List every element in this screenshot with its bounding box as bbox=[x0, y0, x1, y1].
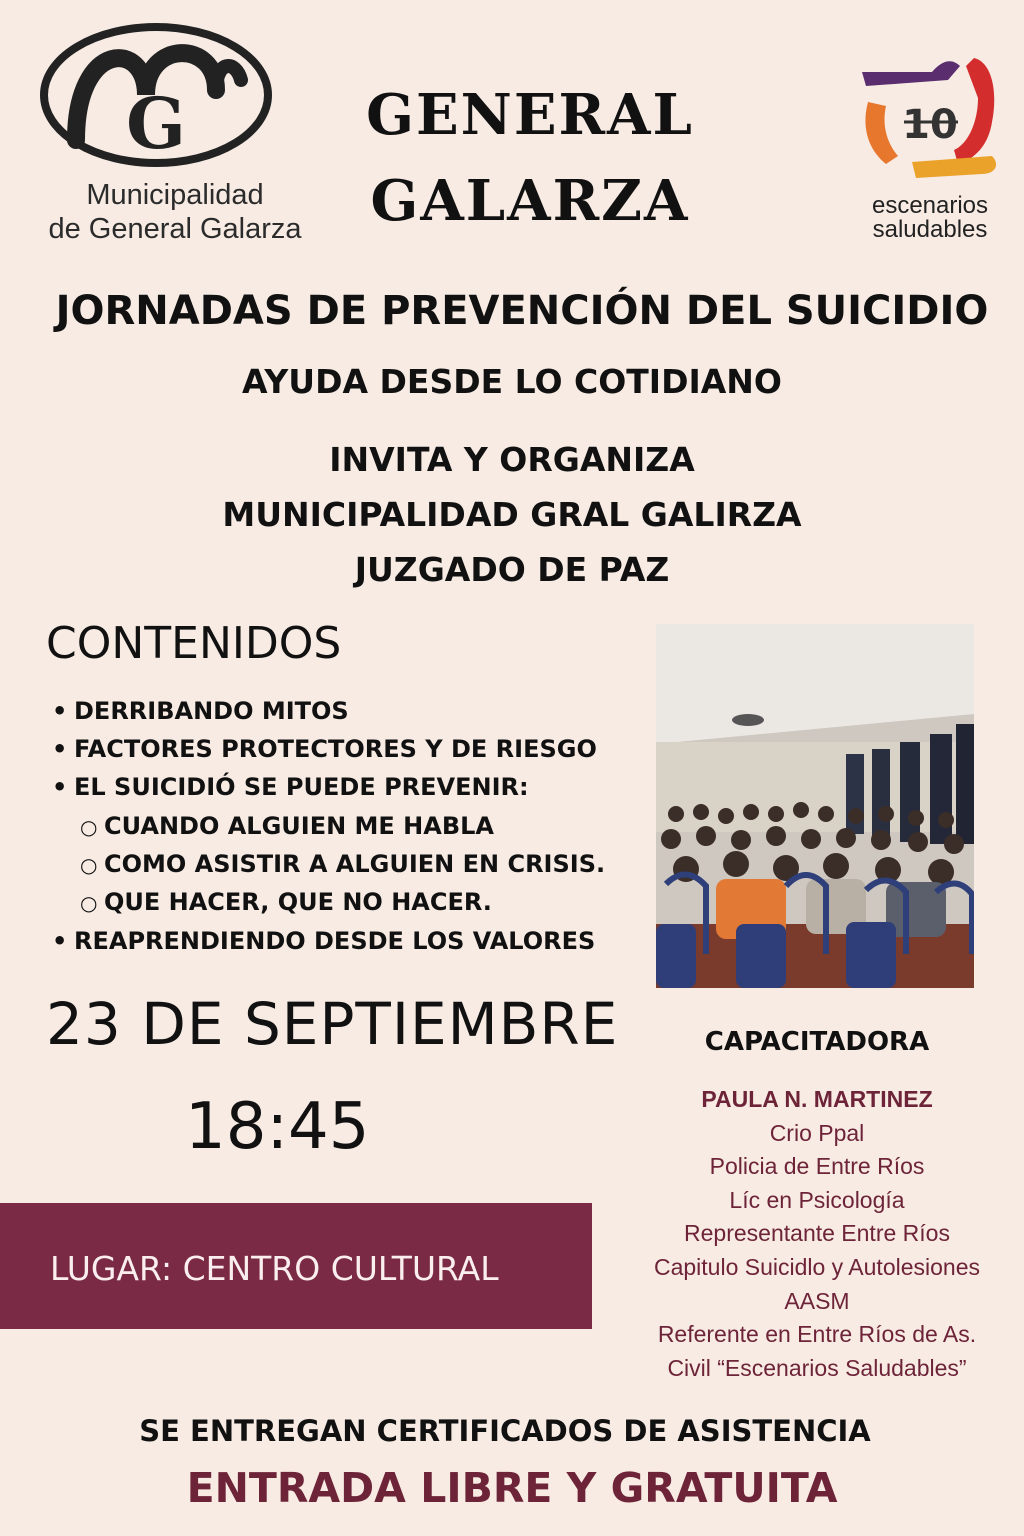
town-title-line1: GENERAL bbox=[366, 82, 694, 148]
hands-emblem-icon bbox=[842, 52, 1018, 188]
trainer-detail: Referente en Entre Ríos de As. bbox=[657, 1321, 977, 1347]
sub-list-item: ○ COMO ASISTIR A ALGUIEN EN CRISIS. bbox=[80, 850, 606, 878]
town-title bbox=[330, 72, 730, 244]
event-date: 23 DE SEPTIEMBRE bbox=[46, 990, 619, 1058]
municipality-name-line1: Municipalidad bbox=[86, 179, 264, 211]
organizer-municipality: MUNICIPALIDAD GRAL GALIRZA bbox=[222, 495, 802, 534]
certificates-note: SE ENTREGAN CERTIFICADOS DE ASISTENCIA bbox=[139, 1414, 871, 1448]
event-subtitle: AYUDA DESDE LO COTIDIANO bbox=[242, 362, 782, 401]
escenarios-saludables-logo bbox=[842, 52, 1018, 252]
event-time: 18:45 bbox=[185, 1090, 370, 1164]
esc-name-line1: escenarios bbox=[871, 192, 989, 219]
trainer-detail: Crio Ppal bbox=[769, 1120, 865, 1146]
trainer-detail: Líc en Psicología bbox=[729, 1187, 905, 1213]
esc-name-line2: saludables bbox=[872, 216, 988, 243]
sub-list-item: ○ QUE HACER, QUE NO HACER. bbox=[80, 888, 492, 916]
venue-text: LUGAR: CENTRO CULTURAL bbox=[50, 1249, 499, 1288]
venue-banner bbox=[0, 1203, 592, 1329]
trainer-name: PAULA N. MARTINEZ bbox=[701, 1086, 933, 1112]
organizer-court: JUZGADO DE PAZ bbox=[354, 550, 670, 589]
trainer-detail: Capitulo Suicidlo y Autolesiones bbox=[653, 1254, 981, 1280]
trainer-detail: Representante Entre Ríos bbox=[684, 1220, 950, 1246]
list-item: • REAPRENDIENDO DESDE LOS VALORES bbox=[52, 927, 596, 955]
esc-logo-badge: 10 bbox=[902, 102, 958, 148]
free-entry-note: ENTRADA LIBRE Y GRATUITA bbox=[186, 1464, 838, 1512]
list-item: • EL SUICIDIÓ SE PUEDE PREVENIR: bbox=[52, 773, 529, 801]
list-item: • FACTORES PROTECTORES Y DE RIESGO bbox=[52, 735, 597, 763]
event-title: JORNADAS DE PREVENCIÓN DEL SUICIDIO bbox=[55, 288, 989, 334]
sub-list-item: ○ CUANDO ALGUIEN ME HABLA bbox=[80, 812, 494, 840]
audience-hall-photo-icon bbox=[656, 624, 974, 988]
organizers-heading: INVITA Y ORGANIZA bbox=[329, 440, 695, 479]
town-title-line2: GALARZA bbox=[370, 168, 690, 234]
municipality-logo bbox=[30, 20, 320, 250]
trainer-detail: Policia de Entre Ríos bbox=[709, 1153, 925, 1179]
municipality-name-line2: de General Galarza bbox=[48, 213, 302, 245]
municipality-emblem-icon bbox=[36, 20, 276, 170]
list-item: • DERRIBANDO MITOS bbox=[52, 697, 349, 725]
trainer-detail: Civil “Escenarios Saludables” bbox=[667, 1355, 967, 1381]
event-photo bbox=[656, 624, 974, 988]
svg-text:G: G bbox=[126, 82, 186, 165]
escenarios-saludables-name bbox=[842, 194, 1018, 242]
contents-heading: CONTENIDOS bbox=[46, 618, 342, 669]
trainer-heading: CAPACITADORA bbox=[704, 1027, 930, 1057]
municipality-name bbox=[30, 178, 320, 246]
trainer-detail: AASM bbox=[784, 1288, 850, 1314]
